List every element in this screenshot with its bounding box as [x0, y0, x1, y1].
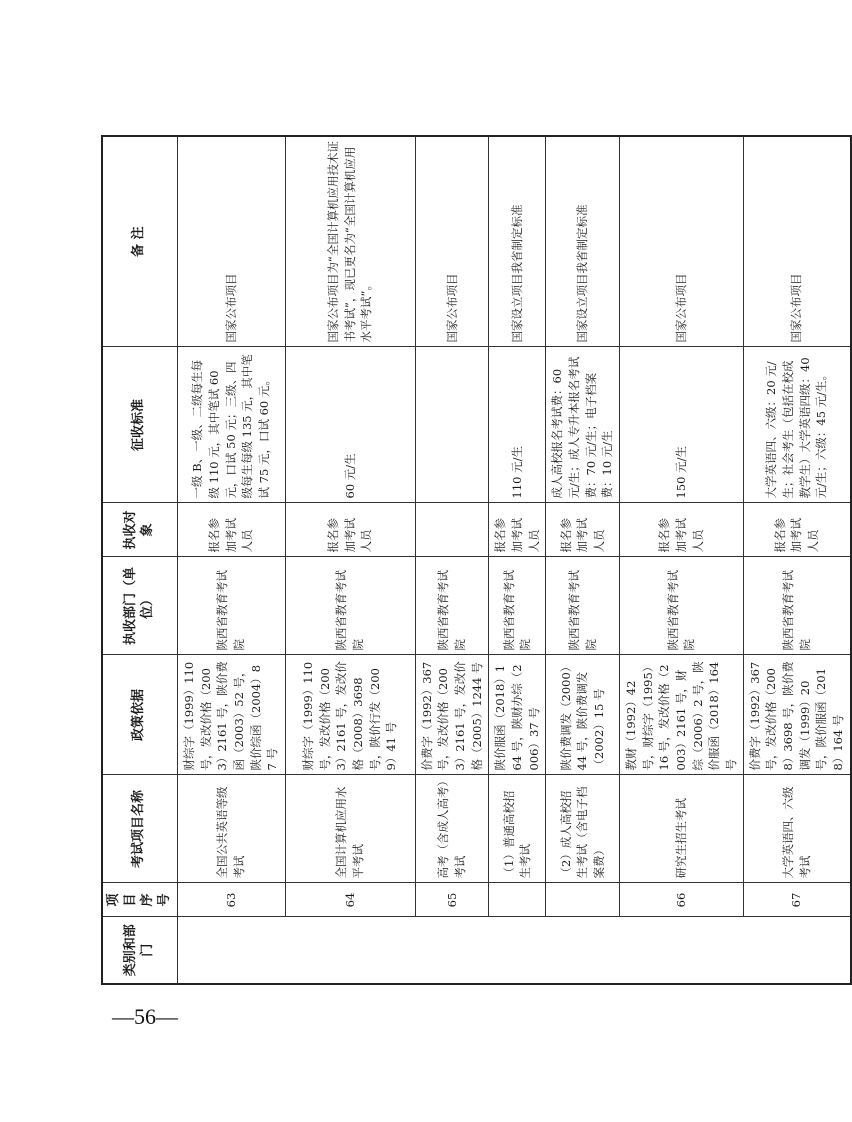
policy-cell: 价费字（1992）367 号，发改价格（2003）2161 号，发改价格（2005）1244 号: [415, 655, 489, 775]
header-name: 考试项目名称: [102, 775, 177, 883]
standard-cell: 110 元/生: [489, 347, 546, 503]
policy-cell: 教财（1992）42 号，财综字（1995）16 号，发改价格（2003）2161 号，财综（2006）2 号，陕价服函（2018）164 号: [619, 655, 743, 775]
policy-cell: 财综字（1999）110 号，发改价格（2003）2161 号，发改价格（2008）3698 号，陕价行发（2009）41 号: [285, 655, 415, 775]
standard-cell: 150 元/生: [619, 347, 743, 503]
header-remark: 备 注: [102, 136, 177, 347]
dept-cell: 陕西省教育考试院: [415, 557, 489, 655]
standard-cell: 一级 B、一级、二级每生每级 110 元，其中笔试 60 元，口试 50 元；三级、四级每生每级 135 元，其中笔试 75 元，口试 60 元。: [177, 347, 285, 503]
name-cell: 全国计算机应用水平考试: [285, 775, 415, 883]
seq-cell: 63: [177, 883, 285, 917]
table-row: [619, 136, 743, 984]
dept-cell: 陕西省教育考试院: [619, 557, 743, 655]
remark-cell: 国家公布项目: [415, 136, 489, 347]
dept-cell: 陕西省教育考试院: [546, 557, 620, 655]
dept-cell: 陕西省教育考试院: [743, 557, 851, 655]
table-row: [285, 136, 415, 984]
policy-cell: 财综字（1999）110 号，发改价格（2003）2161 号，陕价费函（2003）52 号，陕价综函（2004）87 号: [177, 655, 285, 775]
standard-cell: [415, 347, 489, 503]
policy-cell: 陕价服函（2018）164 号，陕财办综（2006）37 号: [489, 655, 546, 775]
remark-cell: 国家公布项目: [743, 136, 851, 347]
fee-table-rotated: [101, 137, 846, 985]
target-cell: 报名参加考试人员: [489, 503, 546, 557]
name-cell: 全国公共英语等级考试: [177, 775, 285, 883]
header-policy: 政策依据: [102, 655, 177, 775]
table-row: [743, 136, 851, 984]
seq-cell: 65: [415, 883, 489, 917]
target-cell: 报名参加考试人员: [177, 503, 285, 557]
dept-cell: 陕西省教育考试院: [177, 557, 285, 655]
remark-cell: 国家公布项目为“全国计算机应用技术证书考试”，现已更名为“全国计算机应用水平考试”。: [285, 136, 415, 347]
target-cell: 报名参加考试人员: [285, 503, 415, 557]
category-cell: [177, 917, 851, 984]
header-standard: 征收标准: [102, 347, 177, 503]
standard-cell: 大学英语四、六级：20 元/生；社会考生（包括在校成教学生）大学英语四级：40 元/生；六级：45 元/生。: [743, 347, 851, 503]
table-row: [415, 136, 489, 984]
table-row: [177, 136, 285, 984]
policy-cell: 陕价费调发（2000）44 号，陕价费调发（2002）15 号: [546, 655, 620, 775]
target-cell: [415, 503, 489, 557]
standard-cell: 成人高校报名考试费：60 元/生；成人专升本报名考试费：70 元/生；电子档案费：10 元/生: [546, 347, 620, 503]
name-cell: （1）普通高校招生考试: [489, 775, 546, 883]
table-row: [546, 136, 620, 984]
seq-cell: [489, 883, 546, 917]
remark-cell: 国家公布项目: [177, 136, 285, 347]
exam-fee-table: [101, 135, 852, 985]
dept-cell: 陕西省教育考试院: [489, 557, 546, 655]
seq-cell: 67: [743, 883, 851, 917]
remark-cell: 国家设立项目我省制定标准: [546, 136, 620, 347]
dept-cell: 陕西省教育考试院: [285, 557, 415, 655]
target-cell: 报名参加考试人员: [619, 503, 743, 557]
page-number: —56—: [112, 1004, 178, 1029]
table-header-row: [102, 136, 177, 984]
remark-cell: 国家公布项目: [619, 136, 743, 347]
name-cell: 高考（含成人高考）考试: [415, 775, 489, 883]
header-category: 类别和部门: [102, 917, 177, 984]
name-cell: 大学英语四、六级考试: [743, 775, 851, 883]
header-seq: 项目序号: [102, 883, 177, 917]
standard-cell: 60 元/生: [285, 347, 415, 503]
name-cell: （2）成人高校招生考试（含电子档案费）: [546, 775, 620, 883]
seq-cell: 64: [285, 883, 415, 917]
seq-cell: [546, 883, 620, 917]
target-cell: 报名参加考试人员: [743, 503, 851, 557]
name-cell: 研究生招生考试: [619, 775, 743, 883]
table-row: [489, 136, 546, 984]
policy-cell: 价费字（1992）367 号，发改价格（2008）3698 号，陕价费调发（1999）20 号，陕价服函（2018）164 号: [743, 655, 851, 775]
remark-cell: 国家设立项目我省制定标准: [489, 136, 546, 347]
target-cell: 报名参加考试人员: [546, 503, 620, 557]
seq-cell: 66: [619, 883, 743, 917]
header-target: 执收对象: [102, 503, 177, 557]
header-dept: 执收部门（单位）: [102, 557, 177, 655]
